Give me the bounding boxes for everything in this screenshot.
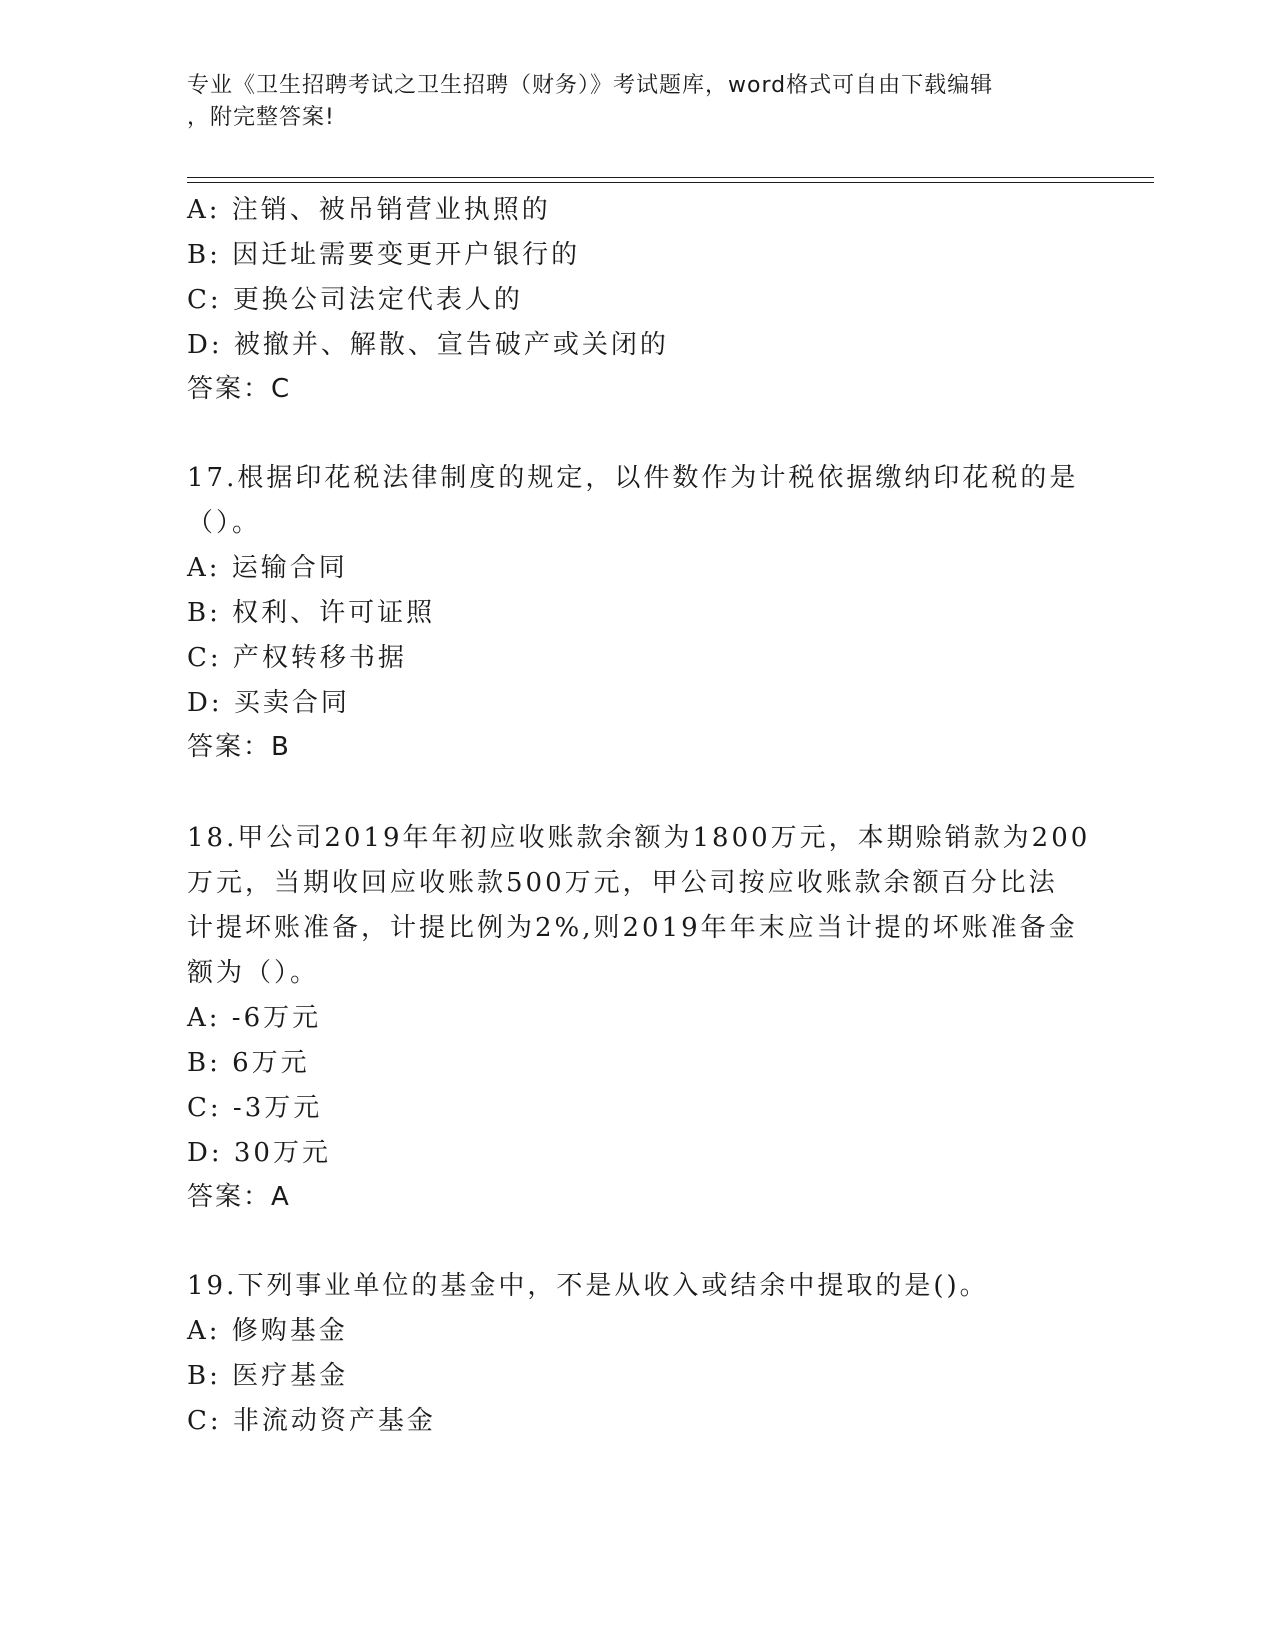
- q18-option-a: A: -6万元: [187, 1003, 322, 1033]
- q18-stem-line-3: 计提坏账准备，计提比例为2%,则2019年年末应当计提的坏账准备金: [187, 913, 1078, 943]
- q19-option-c: C: 非流动资产基金: [187, 1406, 436, 1436]
- q18-option-d: D: 30万元: [187, 1138, 331, 1168]
- document-header: [187, 70, 1067, 134]
- q17-option-d: D: 买卖合同: [187, 688, 350, 718]
- q16-option-c: C: 更换公司法定代表人的: [187, 285, 523, 315]
- q17-option-c: C: 产权转移书据: [187, 643, 407, 673]
- q16-option-a: A: 注销、被吊销营业执照的: [187, 195, 551, 225]
- q18-option-b: B: 6万元: [187, 1048, 310, 1078]
- q16-answer: 答案：C: [187, 374, 292, 404]
- header-line-2: ，附完整答案!: [187, 105, 335, 130]
- q17-option-b: B: 权利、许可证照: [187, 598, 436, 628]
- q19-option-a: A: 修购基金: [187, 1316, 348, 1346]
- q18-answer: 答案：A: [187, 1182, 291, 1212]
- q16-option-b: B: 因迁址需要变更开户银行的: [187, 240, 581, 270]
- q16-option-d: D: 被撤并、解散、宣告破产或关闭的: [187, 330, 669, 360]
- q17-stem-line-1: 17.根据印花税法律制度的规定，以件数作为计税依据缴纳印花税的是: [187, 463, 1079, 493]
- q18-stem-line-1: 18.甲公司2019年年初应收账款余额为1800万元，本期赊销款为200: [187, 823, 1091, 853]
- header-divider-bottom: [187, 182, 1154, 183]
- q17-stem-line-2: （）。: [187, 508, 262, 538]
- q17-option-a: A: 运输合同: [187, 553, 348, 583]
- q17-answer: 答案：B: [187, 732, 291, 762]
- q19-option-b: B: 医疗基金: [187, 1361, 349, 1391]
- q18-stem-line-2: 万元，当期收回应收账款500万元，甲公司按应收账款余额百分比法: [187, 868, 1058, 898]
- q18-stem-line-4: 额为（）。: [187, 958, 320, 988]
- q19-stem-line-1: 19.下列事业单位的基金中，不是从收入或结余中提取的是()。: [187, 1271, 989, 1301]
- header-line-1: 专业《卫生招聘考试之卫生招聘（财务）》考试题库，word格式可自由下载编辑: [187, 73, 994, 98]
- q18-option-c: C: -3万元: [187, 1093, 323, 1123]
- header-divider-top: [187, 177, 1154, 178]
